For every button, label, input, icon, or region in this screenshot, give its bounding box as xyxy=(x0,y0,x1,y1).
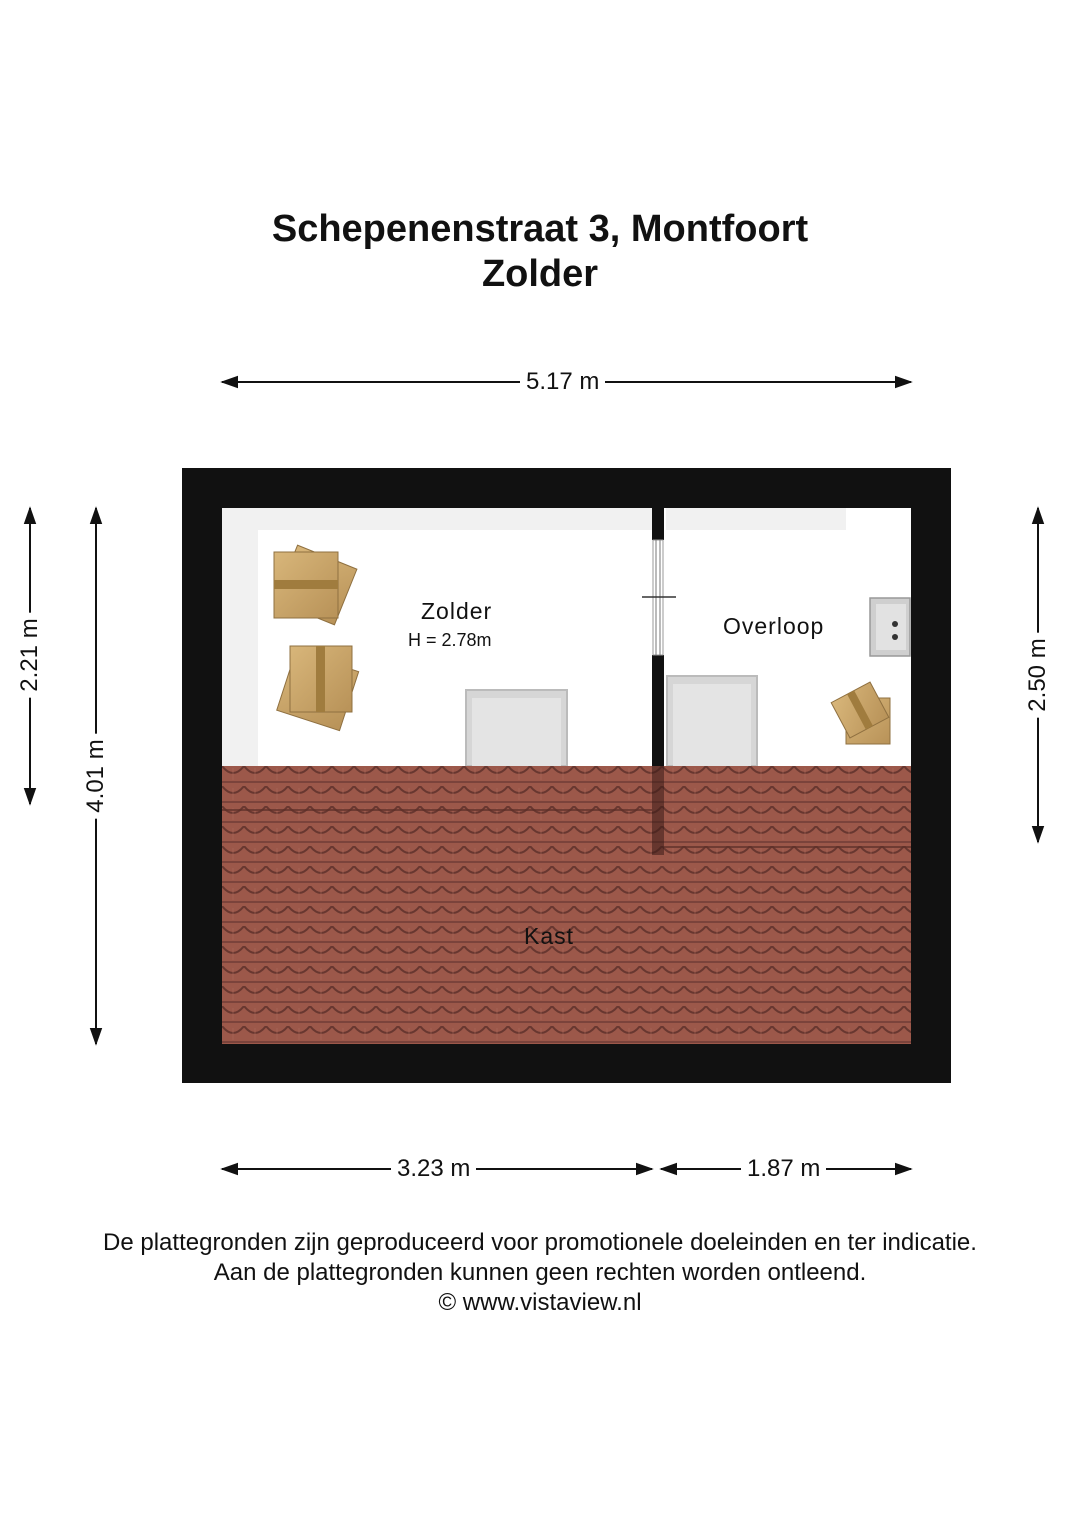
knee-wall-top-right xyxy=(666,508,846,530)
dim-label-top: 5.17 m xyxy=(520,368,605,396)
room-label-overloop: Overloop xyxy=(723,613,825,639)
boiler-panel xyxy=(876,604,906,650)
room-label-kast: Kast xyxy=(524,923,575,949)
dim-label-right: 2.50 m xyxy=(1024,632,1052,717)
partition-under-roof xyxy=(652,766,664,855)
boiler-knob-1 xyxy=(892,621,898,627)
page-title: Schepenenstraat 3, Montfoort xyxy=(271,208,809,250)
disclaimer-line-1: De plattegronden zijn geproduceerd voor promotionele doeleinden en ter indicatie. xyxy=(103,1229,977,1256)
roof-shade xyxy=(222,766,911,1044)
knee-wall-top-left xyxy=(222,508,652,530)
room-height-zolder: H = 2.78m xyxy=(408,630,492,650)
room-label-zolder: Zolder xyxy=(421,598,493,624)
dim-label-left-inner: 2.21 m xyxy=(16,612,44,697)
copyright: © www.vistaview.nl xyxy=(438,1289,642,1316)
partition-wall-top xyxy=(652,508,664,540)
floor-title: Zolder xyxy=(481,253,599,295)
hatch-overloop-inner xyxy=(673,684,751,766)
dim-label-left-outer: 4.01 m xyxy=(82,733,110,818)
boiler-knob-2 xyxy=(892,634,898,640)
disclaimer-line-2: Aan de plattegronden kunnen geen rechten worden ontleend. xyxy=(213,1259,867,1286)
knee-wall-left xyxy=(222,508,258,766)
hatch-zolder-inner xyxy=(472,698,561,766)
dim-label-bottom-left: 3.23 m xyxy=(391,1155,476,1183)
dim-label-bottom-right: 1.87 m xyxy=(741,1155,826,1183)
